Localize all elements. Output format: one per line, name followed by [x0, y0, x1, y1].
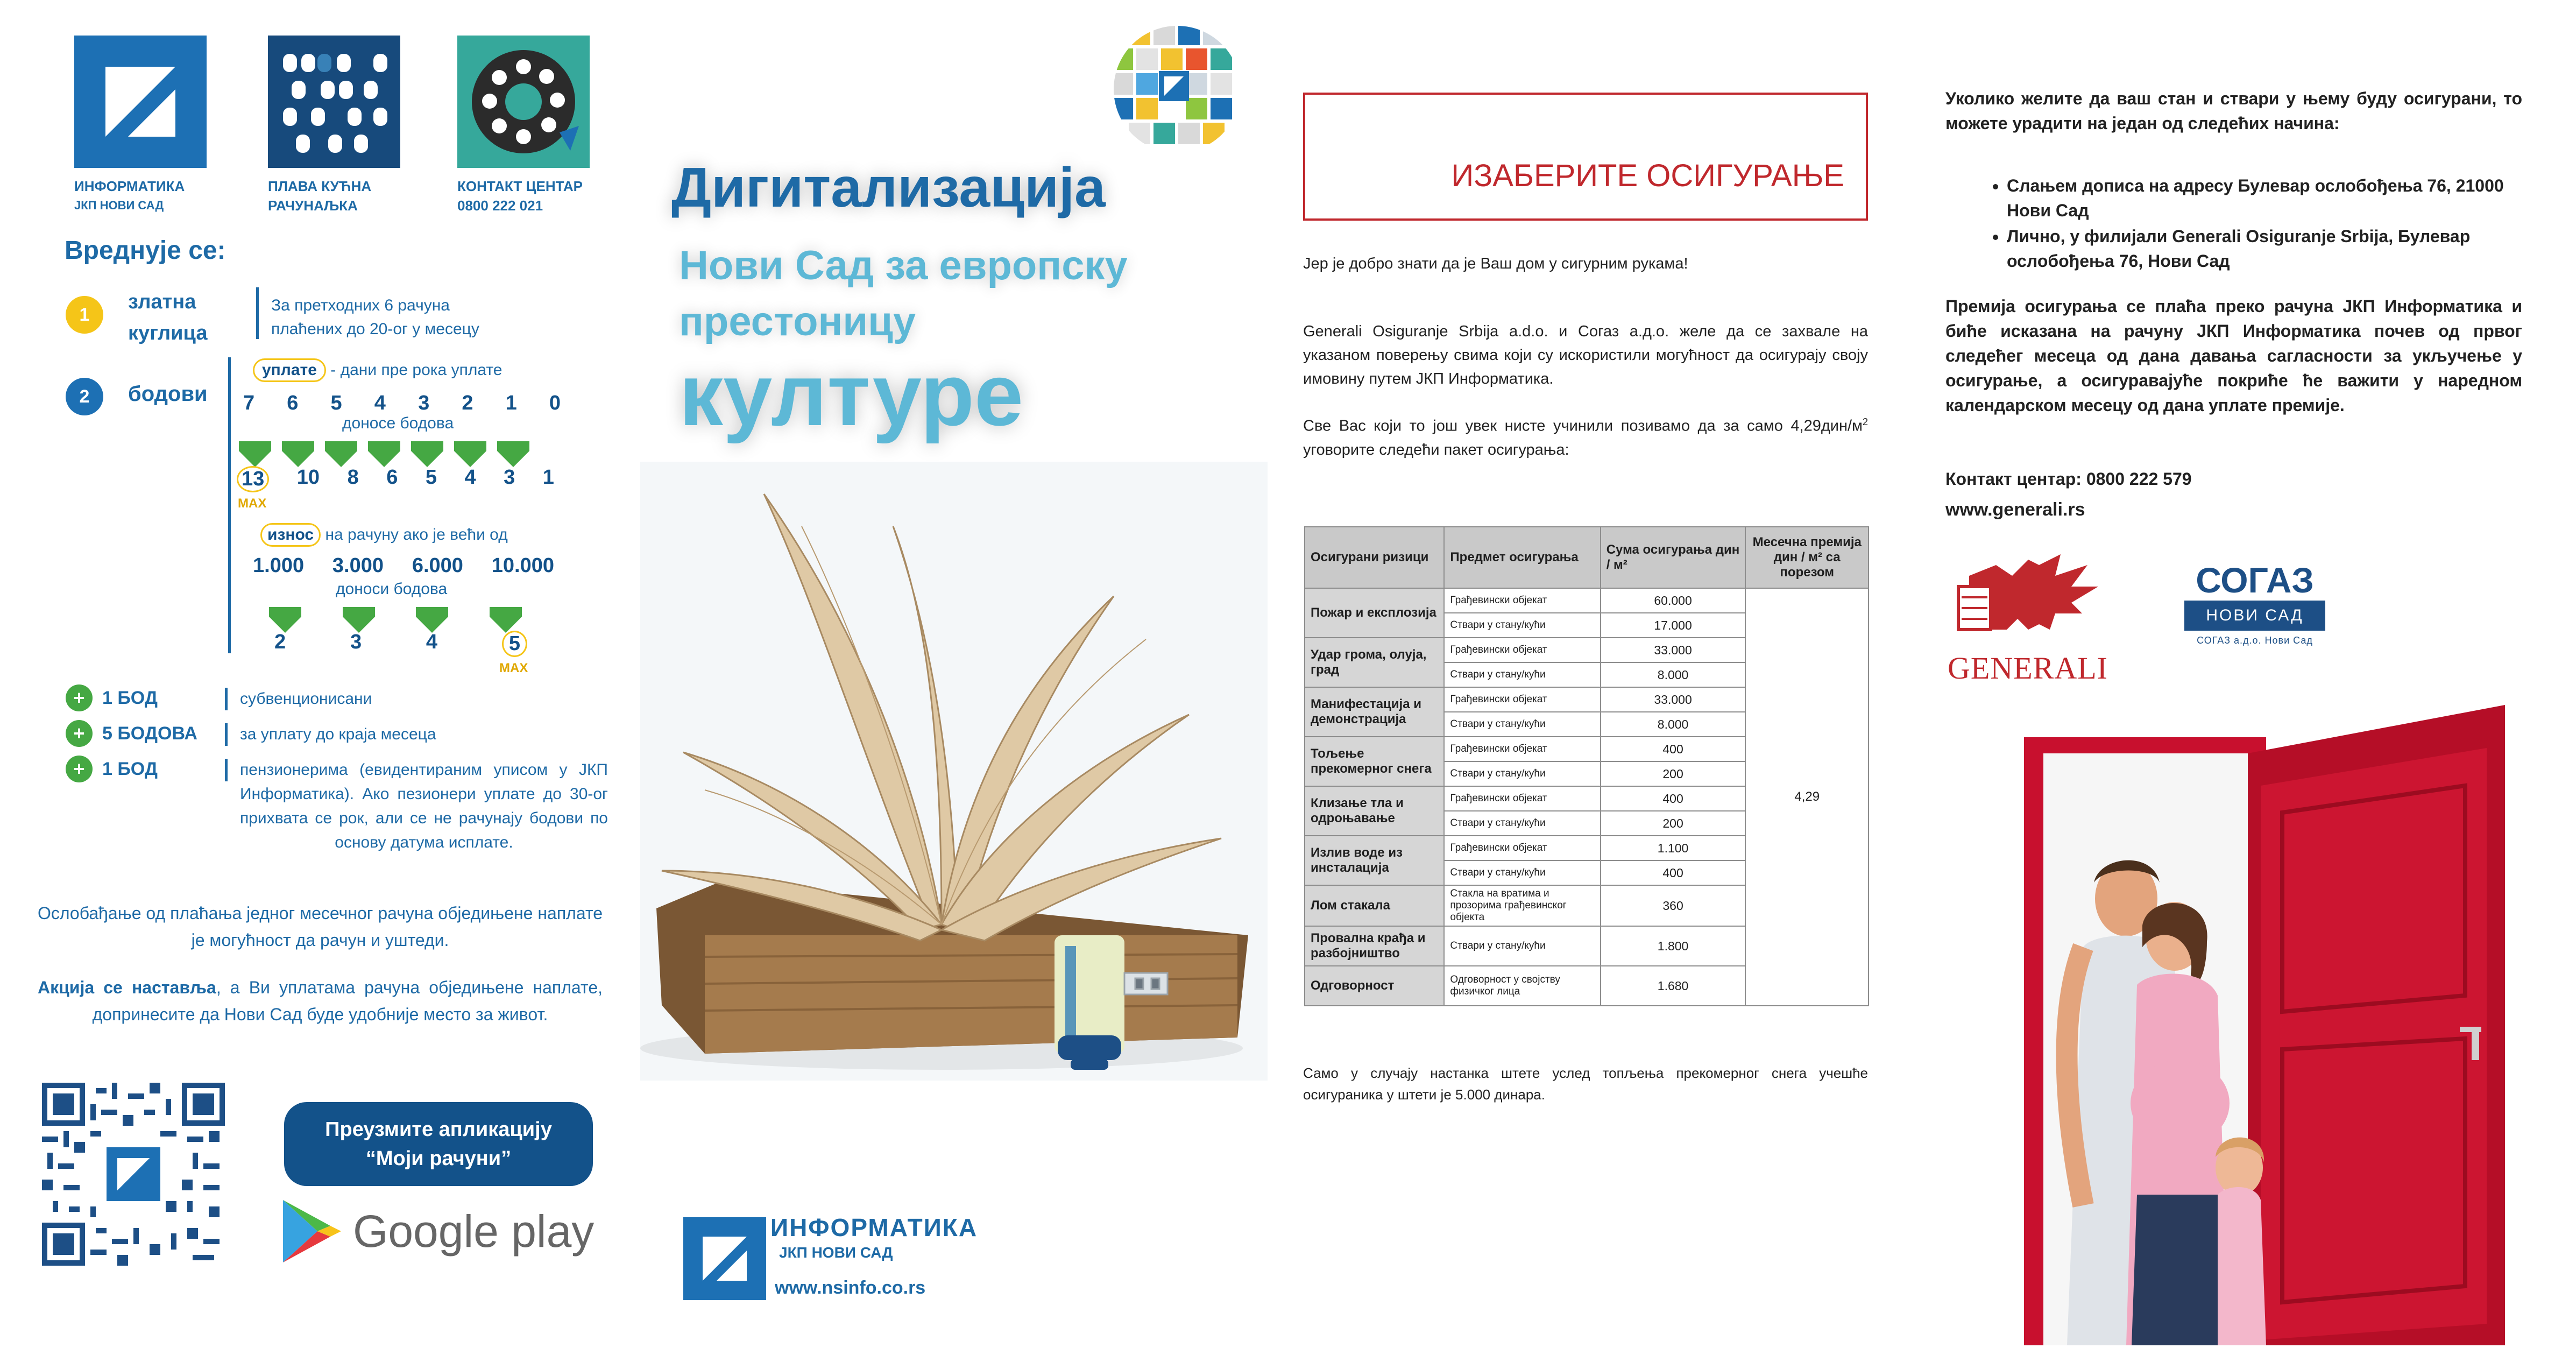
intro-line: Јер је добро знати да је Ваш дом у сигурним рукама! [1303, 255, 1688, 272]
points-title: бодови [128, 382, 208, 406]
sum-cell: 8.000 [1601, 712, 1746, 737]
action-bold: Акција се наставља [38, 978, 216, 997]
subject-cell: Ствари у стану/кући [1444, 662, 1600, 687]
qr-code[interactable] [42, 1083, 225, 1266]
day-value: 5 [330, 392, 342, 414]
golden-ball-desc: За претходних 6 рачуна [271, 297, 450, 314]
risk-cell: Удар грома, олуја, град [1305, 638, 1444, 687]
brand-name: ИНФОРМАТИКА [770, 1213, 978, 1241]
bonus-desc: пензионерима (евидентираним уписом у ЈКП Информатика). Ако пезионери уплате до 30-ог прихвата се рок, али се не рачунају бодови по основу датума исплате. [240, 761, 608, 851]
risk-cell: Тољење прекомерног снега [1305, 737, 1444, 786]
day-value: 7 [243, 392, 255, 414]
family-door-image [2002, 694, 2522, 1345]
points-value: 6 [386, 466, 398, 489]
amount-word: износ [260, 523, 321, 547]
arrow-down-icon [368, 441, 400, 467]
arrow-down-icon [454, 441, 486, 467]
col-header: Предмет осигурања [1444, 527, 1600, 588]
premium-paragraph: Премија осигурања се плаћа преко рачуна ЈКП Информатика и биће исказана на рачуну ЈКП Информатика почев од првог следећег месеца од дана давања сагласности за укључење у осигурање, а осигуравајуће покриће ће важити у наредном календарском месецу од дана уплате премије. [1945, 297, 2522, 415]
premium-cell: 4,29 [1745, 588, 1869, 1006]
logo-caption-line1: ПЛАВА КУЋНА [268, 178, 372, 194]
subject-cell: Грађевински објекат [1444, 737, 1600, 761]
col-header: Месечна премија дин / м² са порезом [1745, 527, 1869, 588]
subject-cell: Грађевински објекат [1444, 786, 1600, 811]
abacus-icon [268, 36, 400, 168]
col-header: Сума осигурања дин / м² [1601, 527, 1746, 588]
amounts-caption: доноси бодова [336, 580, 448, 598]
golden-ball-title-2: куглица [128, 322, 208, 344]
google-play-badge[interactable] [280, 1196, 595, 1266]
arrow-down-icon [416, 607, 448, 633]
subtitle-line2: престоницу [679, 299, 916, 344]
points-value: 1 [542, 466, 554, 489]
sum-cell: 400 [1601, 860, 1746, 885]
contact-line: Контакт центар: 0800 222 579 [1945, 469, 2192, 489]
points-row [237, 466, 554, 492]
max-label: MAX [238, 496, 267, 511]
free-bill-paragraph: Ослобађање од плаћања једног месечног рачуна обједињене наплате је могућност да рачун и уштеди. [38, 904, 603, 950]
payments-word: уплате [253, 358, 326, 382]
arrow-down-icon [497, 441, 529, 467]
option-item: • Лично, у филијали Generali Osiguranje Srbija, Булевар ослобођења 76, Нови Сад [2007, 224, 2522, 273]
plus-icon: + [66, 756, 93, 782]
risk-cell: Манифестација и демонстрација [1305, 687, 1444, 737]
sum-cell: 8.000 [1601, 662, 1746, 687]
sum-cell: 1.800 [1601, 926, 1746, 966]
max-label-2: MAX [499, 661, 528, 675]
arrow-down-icon [343, 607, 375, 633]
generali-website[interactable]: www.generali.rs [1945, 499, 2085, 520]
subject-cell: Ствари у стану/кући [1444, 613, 1600, 638]
informatika-logo-icon [74, 36, 207, 168]
days-caption: доносе бодова [342, 414, 454, 432]
sum-cell: 1.100 [1601, 836, 1746, 860]
subject-cell: Стакла на вратима и прозорима грађевинског објекта [1444, 885, 1600, 926]
website-link[interactable]: www.nsinfo.co.rs [775, 1278, 926, 1298]
amount-arrows-row [269, 607, 522, 633]
risk-cell: Клизање тла и одроњавање [1305, 786, 1444, 836]
points-value-max: 13 [237, 466, 269, 492]
col-header: Осигурани ризици [1305, 527, 1444, 588]
amount-points-value: 3 [350, 631, 362, 653]
risk-cell: Излив воде из инсталација [1305, 836, 1444, 885]
sum-cell: 200 [1601, 811, 1746, 836]
amount-points-value: 4 [426, 631, 438, 653]
subject-cell: Грађевински објекат [1444, 638, 1600, 662]
risk-cell: Лом стакала [1305, 885, 1444, 926]
points-value: 5 [425, 466, 437, 489]
subject-cell: Ствари у стану/кући [1444, 811, 1600, 836]
bonus-label: 5 БОДОВА [102, 723, 197, 744]
choose-insurance-title: ИЗАБЕРИТЕ ОСИГУРАЊЕ [1451, 158, 1844, 193]
points-value: 4 [464, 466, 476, 489]
sum-cell: 400 [1601, 737, 1746, 761]
sogaz-logo [2184, 560, 2325, 646]
points-value: 10 [296, 466, 320, 489]
sogaz-wordmark: СОГАЗ [2196, 560, 2314, 600]
plus-icon: + [66, 684, 93, 711]
points-value: 3 [504, 466, 515, 489]
choose-insurance-box [1303, 93, 1868, 221]
google-play-icon [280, 1198, 343, 1265]
amount-value: 1.000 [253, 554, 305, 577]
action-paragraph [38, 974, 603, 1028]
day-value: 3 [418, 392, 430, 414]
arrow-down-icon [490, 607, 522, 633]
invite-sup: 2 [1862, 417, 1868, 427]
logo-caption-line2: 0800 222 021 [457, 197, 543, 214]
bonus-desc: субвенционисани [240, 690, 372, 708]
how-to-intro: Уколико желите да ваш стан и ствари у њему буду осигурани, то можете урадити на један од следећих начина: [1945, 89, 2522, 133]
arrow-down-icon [282, 441, 314, 467]
amounts-row [253, 554, 554, 577]
golden-ball-title: златна [128, 291, 196, 313]
plus-icon: + [66, 720, 93, 747]
day-value: 6 [287, 392, 299, 414]
sum-cell: 17.000 [1601, 613, 1746, 638]
options-list [1948, 173, 2522, 273]
bonus-label: 1 БОД [102, 759, 158, 779]
download-app-line2: “Моји рачуни” [365, 1147, 512, 1170]
subject-cell: Грађевински објекат [1444, 588, 1600, 613]
sum-cell: 400 [1601, 786, 1746, 811]
golden-ball-desc-2: плаћених до 20-ог у месецу [271, 320, 479, 338]
invite-text-b: уговорите следећи пакет осигурања: [1303, 441, 1569, 458]
amount-points-row [274, 631, 527, 657]
amount-value: 6.000 [412, 554, 463, 577]
sum-cell: 33.000 [1601, 638, 1746, 662]
download-app-line1: Преузмите апликацију [325, 1118, 552, 1141]
option-item: • Слањем дописа на адресу Булевар ослобођења 76, 21000 Нови Сад [2007, 173, 2522, 223]
action-text: , а Ви уплатама рачуна обједињене наплате, допринесите да Нови Сад буде удобније место за живот. [92, 978, 603, 1024]
digitalization-title: Дигитализација [671, 157, 1106, 219]
sum-cell: 200 [1601, 761, 1746, 786]
points-value: 8 [347, 466, 359, 489]
logo-caption-line2: ЈКП НОВИ САД [74, 199, 164, 212]
phone-dial-icon [457, 36, 590, 168]
risk-cell: Одговорност [1305, 966, 1444, 1006]
arrow-down-icon [411, 441, 443, 467]
step-2-badge: 2 [66, 378, 103, 415]
globe-logo-icon [1107, 19, 1247, 159]
step-1-badge: 1 [66, 296, 103, 334]
snow-footnote: Само у случају настанка штете услед топљења прекомерног снега учешће осигураника у штети је 5.000 динара. [1303, 1065, 1868, 1103]
amount-rule: на рачуну ако је већи од [325, 526, 508, 544]
risk-cell: Провална крађа и разбојништво [1305, 926, 1444, 966]
subtitle-line1: Нови Сад за европску [679, 243, 1128, 288]
informatika-small-logo-icon [683, 1217, 766, 1300]
table-row [1305, 588, 1869, 613]
days-row [243, 392, 561, 415]
amount-points-value: 2 [274, 631, 286, 653]
day-value: 2 [462, 392, 473, 414]
thanks-paragraph: Generali Osiguranje Srbija a.d.o. и Согаз а.д.о. желе да се захвале на указаном поверењу свима који су искористили могућност да осигурају своју имовину путем ЈКП Информатика. [1303, 323, 1868, 387]
invite-text-a: Све Вас који то још увек нисте учинили позивамо да за само 4,29дин/м [1303, 417, 1863, 435]
bonus-desc: за уплату до краја месеца [240, 725, 436, 743]
sum-cell: 33.000 [1601, 687, 1746, 712]
risk-cell: Пожар и експлозија [1305, 588, 1444, 638]
sogaz-sub: НОВИ САД [2184, 601, 2325, 631]
day-value: 0 [549, 392, 561, 414]
subject-cell: Ствари у стану/кући [1444, 926, 1600, 966]
sum-cell: 1.680 [1601, 966, 1746, 1006]
day-value: 1 [505, 392, 517, 414]
google-play-text: Google play [353, 1206, 595, 1257]
invite-paragraph [1303, 410, 1868, 462]
sum-cell: 60.000 [1601, 588, 1746, 613]
sum-cell: 360 [1601, 885, 1746, 926]
amount-value: 10.000 [491, 554, 554, 577]
logo-caption-line1: КОНТАКТ ЦЕНТАР [457, 178, 583, 194]
arrows-row [239, 441, 529, 467]
subject-cell: Ствари у стану/кући [1444, 860, 1600, 885]
logo-caption-line2: РАЧУНАЉКА [268, 197, 358, 214]
arrow-down-icon [239, 441, 271, 467]
subtitle-line3: културе [679, 345, 1024, 444]
brand-sub: ЈКП НОВИ САД [779, 1244, 893, 1261]
subject-cell: Грађевински објекат [1444, 687, 1600, 712]
generali-lion-icon [1948, 554, 2104, 662]
subject-cell: Ствари у стану/кући [1444, 712, 1600, 737]
payments-rule: - дани пре рока уплате [330, 361, 503, 379]
download-app-button[interactable] [284, 1102, 593, 1186]
values-heading: Вреднује се: [65, 236, 226, 265]
subject-cell: Ствари у стану/кући [1444, 761, 1600, 786]
generali-wordmark: GENERALI [1948, 651, 2108, 686]
logo-caption-line1: ИНФОРМАТИКА [74, 178, 185, 194]
subject-cell: Грађевински објекат [1444, 836, 1600, 860]
day-value: 4 [374, 392, 386, 414]
insurance-table [1304, 526, 1869, 1006]
sogaz-small: СОГАЗ а.д.о. Нови Сад [2197, 635, 2313, 646]
bonus-label: 1 БОД [102, 688, 158, 708]
amount-value: 3.000 [332, 554, 384, 577]
arrow-down-icon [325, 441, 357, 467]
amount-points-value-max: 5 [502, 631, 527, 657]
arrow-down-icon [269, 607, 301, 633]
book-image [640, 462, 1268, 1081]
subject-cell: Одговорност у својству физичког лица [1444, 966, 1600, 1006]
